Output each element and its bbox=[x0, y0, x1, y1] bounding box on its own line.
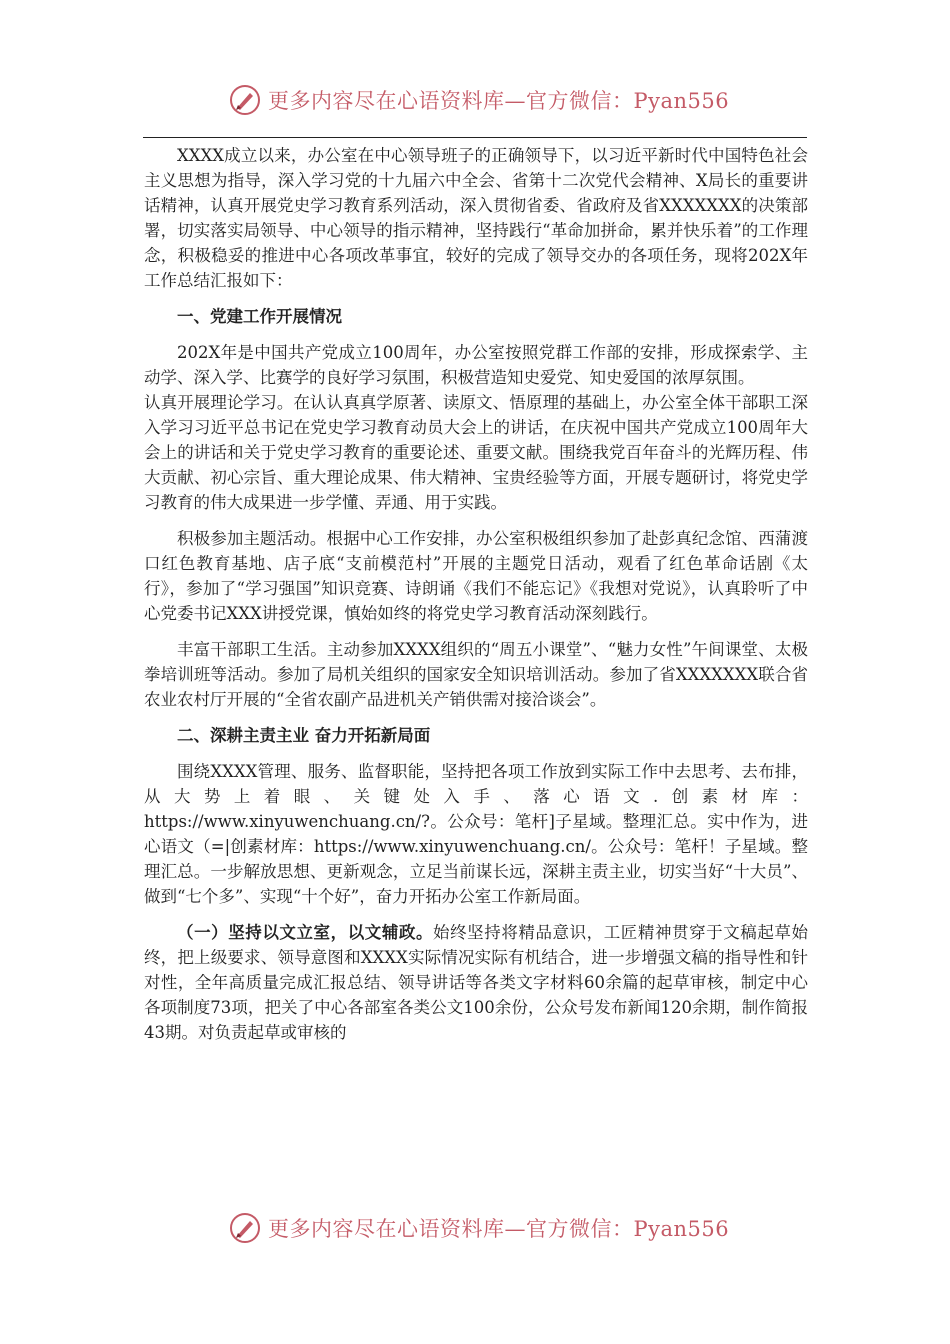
footer-banner bbox=[228, 1208, 788, 1248]
pen-logo-icon bbox=[228, 83, 262, 117]
intro-paragraph: XXXX成立以来，办公室在中心领导班子的正确领导下，以习近平新时代中国特色社会主义思想为指导，深入学习党的十九届六中全会、省第十二次党代会精神、X局长的重要讲话精神，认真开展党史学习教育系列活动，深入贯彻省委、省政府及省XXXXXXX的决策部署，切实落实局领导、中心领导的指示精神，坚持践行“革命加拼命，累并快乐着”的工作理念，积极稳妥的推进中心各项改革事宜，较好的完成了领导交办的各项任务，现将202X年工作总结汇报如下： bbox=[144, 146, 808, 290]
section-2-paragraph-1: 围绕XXXX管理、服务、监督职能，坚持把各项工作放到实际工作中去思考、去布排，从大势上着眼、关键处入手、落心语文.创素材库：https://www.xinyuwenchuang.cn/?。公众号：笔杆]子星域。整理汇总。实中作为，进心语文（=|创素材库：https://www.xinyuwenchuang.cn/。公众号：笔杆！子星域。整理汇总。一步解放思想、更新观念，立足当前谋长远，深耕主责主业，切实当好“十大员”、做到“七个多”、实现“十个好”，奋力开拓办公室工作新局面。 bbox=[144, 762, 808, 906]
header-divider bbox=[143, 137, 807, 138]
section-2-heading: 二、深耕主责主业 奋力开拓新局面 bbox=[177, 726, 431, 745]
header-banner bbox=[228, 80, 788, 120]
section-1-paragraph-2: 认真开展理论学习。在认认真真学原著、读原文、悟原理的基础上，办公室全体干部职工深入学习习近平总书记在党史学习教育动员大会上的讲话，在庆祝中国共产党成立100周年大会上的讲话和关于党史学习教育的重要论述、重要文献。围绕我党百年奋斗的光辉历程、伟大贡献、初心宗旨、重大理论成果、伟大精神、宝贵经验等方面，开展专题研讨，将党史学习教育的伟大成果进一步学懂、弄通、用于实践。 bbox=[144, 393, 808, 512]
section-1-paragraph-4: 丰富干部职工生活。主动参加XXXX组织的“周五小课堂”、“魅力女性”午间课堂、太极拳培训班等活动。参加了局机关组织的国家安全知识培训活动。参加了省XXXXXXX联合省农业农村厅开展的“全省农副产品进机关产销供需对接洽谈会”。 bbox=[144, 640, 808, 709]
footer-banner-text: 更多内容尽在心语资料库—官方微信：Pyan556 bbox=[268, 1217, 730, 1241]
section-1-paragraph-1: 202X年是中国共产党成立100周年，办公室按照党群工作部的安排，形成探索学、主动学、深入学、比赛学的良好学习氛围，积极营造知史爱党、知史爱国的浓厚氛围。 bbox=[144, 343, 808, 387]
document-body bbox=[144, 143, 808, 1045]
pen-logo-icon bbox=[228, 1211, 262, 1245]
subsection-1-title: （一）坚持以文立室，以文辅政。 bbox=[177, 923, 434, 942]
subsection-1-body: 始终坚持将精品意识，工匠精神贯穿于文稿起草始终，把上级要求、领导意图和XXXX实际情况实际有机结合，进一步增强文稿的指导性和针对性，全年高质量完成汇报总结、领导讲话等各类文字材料60余篇的起草审核，制定中心各项制度73项，把关了中心各部室各类公文100余份，公众号发布新闻120余期，制作简报43期。对负责起草或审核的 bbox=[144, 923, 809, 1042]
section-2-subsection-1 bbox=[144, 920, 808, 1045]
section-1-heading: 一、党建工作开展情况 bbox=[177, 307, 342, 326]
header-banner-text: 更多内容尽在心语资料库—官方微信：Pyan556 bbox=[268, 89, 730, 113]
section-1-paragraph-3: 积极参加主题活动。根据中心工作安排，办公室积极组织参加了赴彭真纪念馆、西蒲渡口红色教育基地、店子底“支前模范村”开展的主题党日活动，观看了红色革命话剧《太行》，参加了“学习强国”知识竞赛、诗朗诵《我们不能忘记》《我想对党说》，认真聆听了中心党委书记XXX讲授党课，慎始如终的将党史学习教育活动深刻践行。 bbox=[144, 529, 808, 623]
